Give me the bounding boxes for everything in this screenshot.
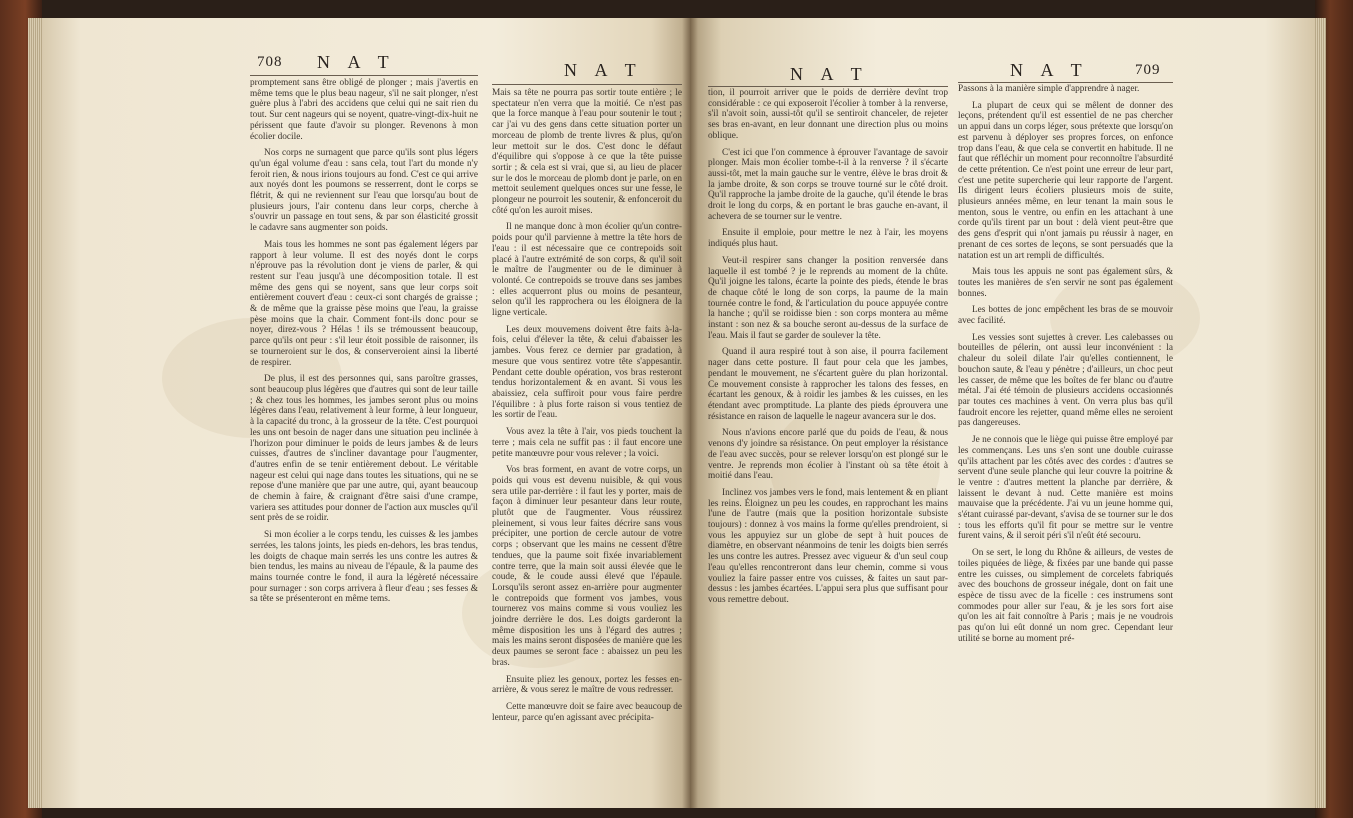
page-number: 708	[257, 54, 283, 70]
paragraph: Quand il aura respiré tout à son aise, il pourra facilement nager dans cette posture. Il faut pour cela que les jambes, pendant le mouvement, ne s'écartent guère du plan horizontal. Ce mouvement consiste à rapprocher les talons des fesses, en écartant les genoux, & à roidir les jambes & les cuisses, en les étendant avec promptitude. La plante des pieds éprouvera une résistance en raison de laquelle le nageur avancera sur le dos.	[708, 347, 948, 422]
paragraph: Si mon écolier a le corps tendu, les cuisses & les jambes serrées, les talons joints, les pieds en-dehors, les bras tendus, les doigts de chaque main serrés les uns contre les autres & bien tendus, les mains au niveau de l'épaule, & la paume des mains tournée contre le fond, il aura la légèreté nécessaire pour surnager : son corps arrivera à fleur d'eau ; ses fesses & sa tête se présenteront en même tems.	[250, 530, 478, 605]
paragraph: Inclinez vos jambes vers le fond, mais lentement & en pliant les reins. Éloignez un peu les coudes, en rapprochant les mains l'une de l'autre (mais que la position horizontale subsiste toujours) : donnez à vos mains la forme qu'elles prendroient, si vous les appuyiez sur un globe de sept à huit pouces de diamètre, en observant néanmoins de tenir les doigts bien serrés les uns contre les autres. Pressez avec vigueur & d'un seul coup l'eau qu'elles rencontreront dans leur chemin, comme si vous vouliez la faire passer entre vos cuisses, & faites un saut par-dessus : les jambes écartées. L'appui sera plus que suffisant pour vous remettre debout.	[708, 487, 948, 605]
paragraph: Passons à la manière simple d'apprendre à nager.	[958, 84, 1140, 94]
page-number: 709	[1135, 62, 1161, 78]
paragraph: Les bottes de jonc empêchent les bras de se mouvoir avec facilité.	[958, 305, 1173, 327]
paragraph: promptement sans être obligé de plonger ; mais j'avertis en même tems que le plus beau nageur, s'il ne sait plonger, n'est guère plus à l'abri des accidens que celui qui ne sait rien du tout. Sur cent nageurs qui se noyent, quatre-vingt-dix-huit ne périssent que faute d'avoir su plonger. Revenons à mon écolier docile.	[250, 78, 478, 142]
text-column-1	[250, 78, 478, 803]
header-rule	[250, 75, 478, 76]
book-gutter	[682, 18, 698, 808]
paragraph: C'est ici que l'on commence à éprouver l'avantage de savoir plonger. Mais mon écolier tombe-t-il à la renverse ? il s'écarte aussi-tôt, met la main gauche sur le ventre, élève le bras droit & la jambe droite, & son corps se trouve tourné sur le côté droit. Qu'il rapproche la jambe droite de la gauche, qu'il étende le bras droit le long du corps, & en portant le bras gauche en-avant, il achevera de se tourner sur le ventre.	[708, 147, 948, 222]
left-page	[42, 18, 690, 808]
paragraph: Vous avez la tête à l'air, vos pieds touchent la terre ; mais cela ne suffit pas : il faut encore une petite manœuvre pour vous relever ; la voici.	[492, 427, 682, 459]
paragraph: De plus, il est des personnes qui, sans paroître grasses, sont beaucoup plus légères que d'autres qui sont de leur taille ; & chez tous les hommes, les jambes seront plus ou moins légères dans l'eau, relativement à leur forme, à leur longueur, à la capacité du tronc, à la grosseur de la tête. C'est pourquoi les uns ont besoin de nager dans une situation peu inclinée à l'horizon pour diminuer le poids de leurs jambes & de leurs cuisses, d'autres de s'incliner davantage pour l'augmenter, d'autres enfin de se tenir entièrement debout. Le véritable nageur est celui qui nage dans toutes les situations, qui ne se repose d'une manière que par une autre, qui, ayant beaucoup de chemin à faire, & craignant d'être saisi d'une crampe, variera ses attitudes pour donner de l'action aux muscles qu'il sent près de se roidir.	[250, 374, 478, 524]
header-rule-inner	[708, 86, 948, 87]
running-head-inner: N A T	[790, 64, 869, 84]
right-page	[690, 18, 1315, 808]
text-column-2	[958, 84, 1173, 804]
paragraph: Les deux mouvemens doivent être faits à-la-fois, celui d'élever la tête, & celui d'abaisser les jambes. Vous ferez ce dernier par gradation, à mesure que vous sentirez votre tête s'appesantir. Pendant cette double opération, vos bras resteront tendus horizontalement & en avant. Si vous les abaissiez, cela suffiroit pour vous faire perdre l'équilibre : à plus forte raison si vous tentiez de les sortir de l'eau.	[492, 324, 682, 421]
paragraph: tion, il pourroit arriver que le poids de derrière devînt trop considérable : ce qui exposeroit l'écolier à tomber à la renverse, s'il n'avoit soin, aussi-tôt qu'il se sentiroit chanceler, de rejeter ses bras en-avant, en leur donnant une direction plus ou moins oblique.	[708, 88, 948, 141]
paragraph: Veut-il respirer sans changer la position renversée dans laquelle il est tombé ? je le reprends au moment de la chûte. Qu'il joigne les talons, écarte la pointe des pieds, étende le bras de chaque côté le long de son corps, la paume de la main tournée contre le fond, & l'articulation du pouce appuyée contre la hanche ; qu'il se roidisse bien : son corps montera au même instant : son nez & sa bouche seront au-dessus de la surface de l'eau. Mais il faut se garder de soulever la tête.	[708, 255, 948, 341]
header-rule	[958, 82, 1173, 83]
paragraph: Il ne manque donc à mon écolier qu'un contre-poids pour qu'il parvienne à mettre la tête hors de l'eau : il est nécessaire que ce contrepoids soit placé à l'autre extrémité de son corps, & qu'il soit le maître de l'augmenter ou de le diminuer à volonté. Ce contrepoids se trouve dans ses jambes : elles acquerront plus ou moins de pesanteur, selon qu'il les rapprochera ou les éloignera de la ligne verticale.	[492, 222, 682, 319]
running-head-inner: N A T	[564, 60, 643, 80]
text-column-2	[492, 88, 682, 803]
paragraph: La plupart de ceux qui se mêlent de donner des leçons, prétendent qu'il est essentiel de ne pas chercher un appui dans un corps léger, sous prétexte que lorsqu'on est parvenu à déployer ses propres forces, on enfonce trop dans l'eau, & que cela se convertit en habitude. Il ne faut que réfléchir un moment pour reconnoître l'absurdité de cette prétention. Ce n'est point une erreur de leur part, c'est une petite supercherie qui leur rapporte de l'argent. Ils dirigent leurs écoliers plusieurs mois de suite, plusieurs années même, en leur tenant la main sous le menton, sous le ventre, ou enfin en les attachant à une corde qu'ils tirent par un bout : delà vient peut-être que des gens d'esprit qui n'ont jamais pu réussir à nager, en prenant de ces sortes de leçons, se sont persuadés que la natation est un art rempli de difficultés.	[958, 100, 1173, 261]
text-column-1	[708, 88, 948, 803]
paragraph: On se sert, le long du Rhône & ailleurs, de vestes de toiles piquées de liège, & fixées par une bande qui passe entre les cuisses, ou simplement de corcelets fabriqués avec des bouchons de grosseur inégale, dont on fait une espèce de tissu avec de la ficelle : ces instrumens sont commodes pour aller sur l'eau, & je les sors fort aise qu'on les ait fait connoître à Paris ; mais je ne voudrois pas qu'on lui eût donné un nom grec. Cependant leur utilité se borne au moment pré-	[958, 548, 1173, 644]
paragraph: Je ne connois que le liège qui puisse être employé par les commençans. Les uns s'en sont une double cuirasse qu'ils attachent par les côtés avec des cordes : d'autres se servent d'une seule planche qui leur couvre la poitrine & le ventre : d'autres mettent la planche par derrière, & laissent le devant à nud. Cette manière est moins mauvaise que la précédente. J'ai vu un jeune homme qui, s'étant cuirassé par-devant, s'avisa de se tourner sur le dos : tous les efforts qu'il fit pour se mettre sur le ventre furent vains, & il seroit péri s'il n'eût été secouru.	[958, 435, 1173, 542]
paragraph: Ensuite il emploie, pour mettre le nez à l'air, les moyens indiqués plus haut.	[708, 228, 948, 250]
paragraph: Vos bras forment, en avant de votre corps, un poids qui vous est devenu nuisible, & qui vous sera utile par-derrière : il faut les y porter, mais de façon à diminuer leur pesanteur dans leur route, plutôt que de l'augmenter. Vous réussirez pleinement, si vous leur faites décrire sans vous précipiter, une portion de cercle autour de votre corps ; observant que les mains ne cessent d'être tendues, que la paume soit fixée invariablement contre terre, que la main soit aussi élevée que le coude, & le coude aussi élevé que l'épaule. Lorsqu'ils seront assez en-arrière pour augmenter le contrepoids que forment vos jambes, vous tournerez vos mains comme si vous vouliez les joindre derrière le dos. Les doigts garderont la même disposition les uns à l'égard des autres ; mais les mains seront disposées de manière que les deux paumes se seront face : abaissez un peu les bras.	[492, 465, 682, 668]
header-rule-inner	[492, 84, 682, 85]
paragraph: Nos corps ne surnagent que parce qu'ils sont plus légers qu'un égal volume d'eau : sans cela, tout l'art du monde n'y feroit rien, & nous irions toujours au fond. C'est ce qui arrive aux noyés dont les poumons se resserrent, dont le corps se flétrit, & qui ne reviennent sur l'eau que lorsqu'au bout de plusieurs jours, l'air contenu dans leur corps, cherche à s'ouvrir un passage en tout sens, & par son élasticité grossit le cadavre sans augmenter son poids.	[250, 148, 478, 234]
paragraph: Nous n'avions encore parlé que du poids de l'eau, & nous venons d'y joindre sa résistance. On peut employer la résistance de l'eau avec succès, pour se relever lorsqu'on est plongé sur le ventre. Je reprends mon écolier à l'instant où sa tête étoit à moitié dans l'eau.	[708, 428, 948, 482]
paragraph: Cette manœuvre doit se faire avec beaucoup de lenteur, parce qu'en agissant avec précipita-	[492, 701, 682, 723]
paragraph: Mais tous les appuis ne sont pas également sûrs, & toutes les manières de s'en servir ne sont pas également bonnes.	[958, 267, 1173, 299]
paragraph: Ensuite pliez les genoux, portez les fesses en-arrière, & vous serez le maître de vous redresser.	[492, 674, 682, 696]
page-edges-left	[28, 18, 42, 808]
paragraph: Mais tous les hommes ne sont pas également légers par rapport à leur volume. Il est des noyés dont le corps n'éprouve pas la révolution dont je viens de parler, & qui restent sur l'eau jusqu'à une décomposition totale. Il est même des gens qui se noyent, sans que leur corps soit entièrement couvert d'eau : ceux-ci sont chargés de graisse ; & de même que la graisse pèse moins que l'eau, la graisse pèse moins que la chair. Comment font-ils donc pour se noyer, direz-vous ? Hélas ! ils se trémoussent beaucoup, parce qu'ils ont peur : s'il leur étoit possible de raisonner, ils se tourneroient sur le dos, & conserveroient ainsi la liberté de respirer.	[250, 239, 478, 368]
running-head: N A T	[317, 52, 396, 72]
paragraph: Les vessies sont sujettes à crever. Les calebasses ou bouteilles de pélerin, ont aussi leur inconvénient : la chaleur du soleil dilate l'air qu'elles contiennent, le bouchon saute, & l'eau y pénètre ; d'ailleurs, un choc peut les casser, de même que les boîtes de fer blanc ou d'autre métal. J'ai été témoin de plusieurs accidens occasionnés par toutes ces machines à vent. On verra plus bas qu'il faudroit encore les rejetter, quand même elles ne seroient pas dangereuses.	[958, 332, 1173, 429]
running-head: N A T	[1010, 60, 1089, 80]
paragraph: Mais sa tête ne pourra pas sortir toute entière ; le spectateur n'en verra que la moitié. Ce n'est pas que la force manque à l'eau pour soutenir le tout ; car j'ai vu des gens dans cette situation porter un morceau de plomb de trente livres & plus, qu'on leur mettoit sur le dos. C'est donc le défaut d'équilibre qui s'oppose à ce que la tête puisse sortir ; & cela est si vrai, que si, au lieu de placer sur le dos le morceau de plomb dont je parle, on en mettoit seulement quelques onces sur une fesse, le plongeur ne pourroit les soutenir, & enfonceroit du côté qu'on les auroit mises.	[492, 88, 683, 216]
